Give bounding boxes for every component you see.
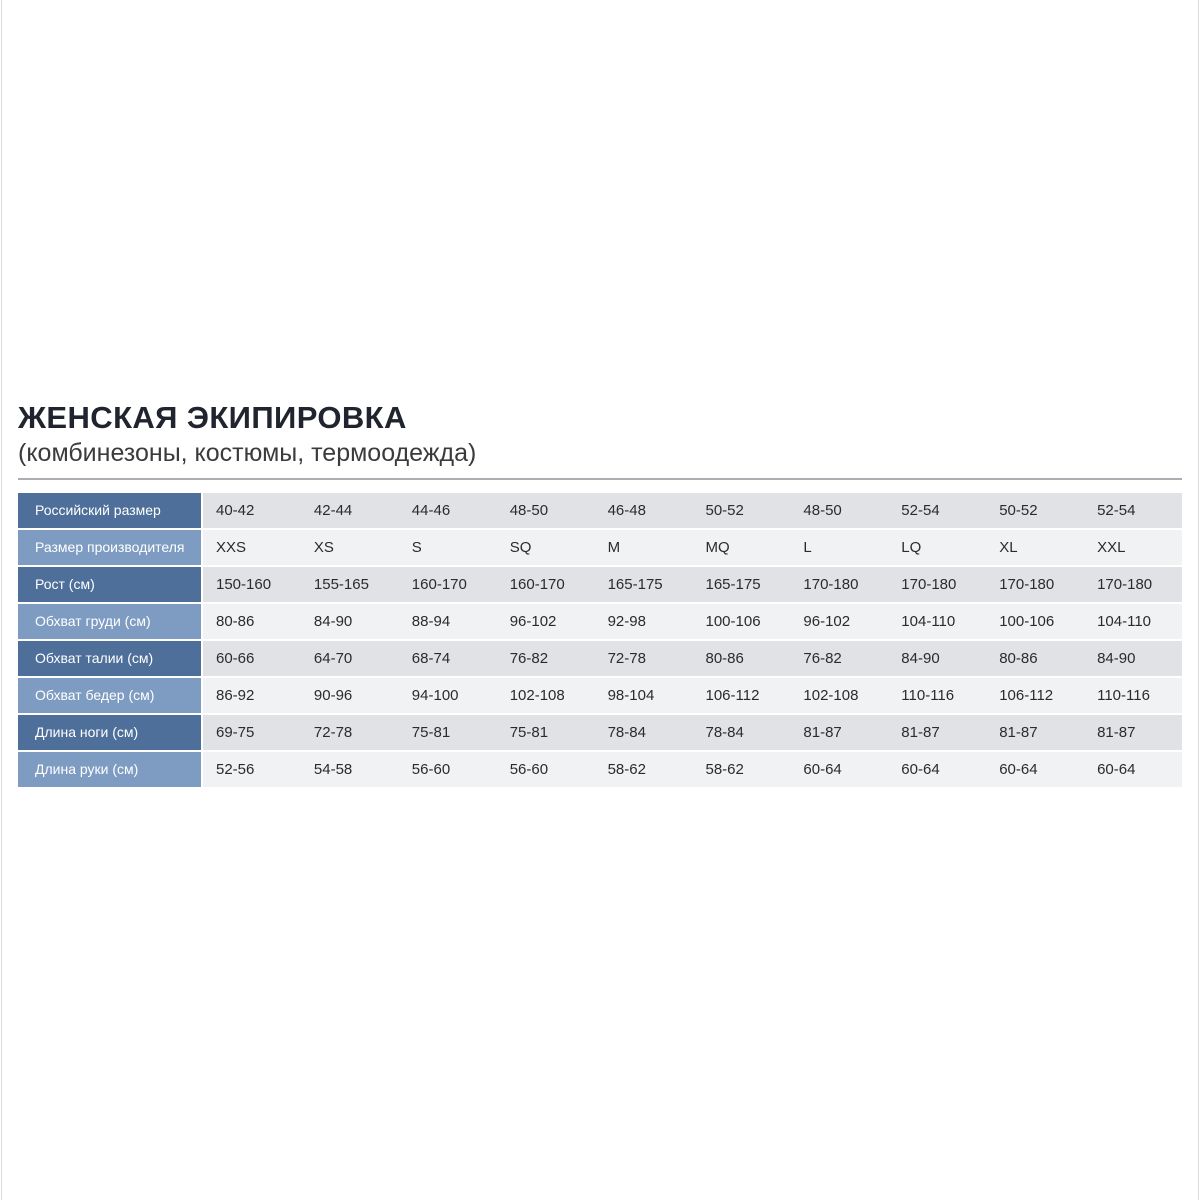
page-left-edge [1, 0, 2, 1200]
row-label: Российский размер [18, 493, 201, 528]
table-cell: 69-75 [216, 724, 255, 741]
row-values [203, 752, 1182, 787]
table-cell: 81-87 [999, 724, 1038, 741]
table-cell: 170-180 [999, 576, 1055, 593]
table-cell: 160-170 [411, 576, 467, 593]
table-cell: 104-110 [901, 613, 956, 630]
table-cell: 88-94 [411, 613, 451, 630]
table-cell: 52-54 [1097, 502, 1136, 519]
table-cell: 60-66 [216, 650, 255, 667]
table-cell: 102-108 [803, 687, 859, 704]
page-title: ЖЕНСКАЯ ЭКИПИРОВКА [18, 400, 407, 435]
table-cell: M [607, 539, 621, 556]
row-values [203, 715, 1182, 750]
table-cell: 86-92 [216, 687, 255, 704]
row-label: Длина ноги (см) [18, 715, 201, 750]
table-cell: 80-86 [999, 650, 1038, 667]
table-cell: 96-102 [509, 613, 557, 630]
table-cell: 90-96 [313, 687, 353, 704]
table-cell: 98-104 [607, 687, 655, 704]
table-cell: 170-180 [901, 576, 957, 593]
table-cell: 106-112 [705, 687, 760, 704]
row-label: Длина руки (см) [18, 752, 201, 787]
table-cell: 58-62 [705, 761, 744, 778]
table-row [18, 641, 1182, 676]
table-cell: 81-87 [901, 724, 940, 741]
table-cell: 81-87 [1097, 724, 1136, 741]
table-cell: 92-98 [607, 613, 646, 630]
table-cell: 81-87 [803, 724, 842, 741]
row-values [203, 493, 1182, 528]
table-row [18, 715, 1182, 750]
table-cell: 110-116 [1097, 687, 1150, 704]
table-cell: 50-52 [999, 502, 1038, 519]
table-cell: 110-116 [901, 687, 955, 704]
table-cell: XXL [1097, 539, 1126, 556]
table-cell: 94-100 [411, 687, 459, 704]
table-cell: XXS [216, 539, 247, 556]
divider [18, 478, 1182, 480]
row-label: Рост (см) [18, 567, 201, 602]
size-table [18, 493, 1182, 787]
page-subtitle: (комбинезоны, костюмы, термоодежда) [18, 439, 477, 467]
table-cell: 68-74 [411, 650, 451, 667]
table-cell: 100-106 [999, 613, 1055, 630]
table-cell: LQ [901, 539, 922, 556]
table-cell: 56-60 [509, 761, 549, 778]
table-cell: 160-170 [509, 576, 565, 593]
table-cell: 76-82 [509, 650, 549, 667]
table-cell: 54-58 [313, 761, 353, 778]
row-values [203, 530, 1182, 565]
table-cell: 80-86 [216, 613, 255, 630]
row-values [203, 678, 1182, 713]
table-row [18, 678, 1182, 713]
table-cell: 100-106 [705, 613, 761, 630]
table-row [18, 493, 1182, 528]
table-cell: MQ [705, 539, 730, 556]
table-cell: 84-90 [1097, 650, 1136, 667]
table-cell: 60-64 [1097, 761, 1136, 778]
table-cell: 106-112 [999, 687, 1054, 704]
table-cell: 56-60 [411, 761, 451, 778]
table-cell: 46-48 [607, 502, 646, 519]
page-right-edge [1198, 0, 1199, 1200]
table-cell: 84-90 [313, 613, 353, 630]
table-cell: 78-84 [705, 724, 744, 741]
row-values [203, 641, 1182, 676]
table-cell: 150-160 [216, 576, 272, 593]
table-cell: 52-54 [901, 502, 940, 519]
table-row [18, 604, 1182, 639]
table-cell: 48-50 [803, 502, 842, 519]
table-cell: 60-64 [901, 761, 940, 778]
table-cell: XL [999, 539, 1018, 556]
table-cell: 64-70 [313, 650, 353, 667]
table-row [18, 752, 1182, 787]
row-label: Обхват груди (см) [18, 604, 201, 639]
table-cell: 104-110 [1097, 613, 1152, 630]
row-values [203, 567, 1182, 602]
table-cell: S [411, 539, 422, 556]
table-cell: L [803, 539, 812, 556]
table-cell: XS [313, 539, 334, 556]
table-row [18, 530, 1182, 565]
table-cell: 42-44 [313, 502, 353, 519]
row-values [203, 604, 1182, 639]
table-cell: 60-64 [803, 761, 842, 778]
table-cell: 165-175 [607, 576, 663, 593]
table-cell: 80-86 [705, 650, 744, 667]
table-cell: 40-42 [216, 502, 255, 519]
size-chart-section [18, 400, 1182, 787]
table-cell: 72-78 [607, 650, 646, 667]
table-cell: 72-78 [313, 724, 353, 741]
table-cell: 52-56 [216, 761, 255, 778]
table-cell: 48-50 [509, 502, 549, 519]
row-label: Обхват бедер (см) [18, 678, 201, 713]
table-cell: 50-52 [705, 502, 744, 519]
table-cell: 155-165 [313, 576, 369, 593]
table-cell: 60-64 [999, 761, 1038, 778]
table-cell: 44-46 [411, 502, 451, 519]
table-cell: 96-102 [803, 613, 851, 630]
row-label: Размер производителя [18, 530, 201, 565]
table-cell: SQ [509, 539, 532, 556]
table-cell: 75-81 [411, 724, 451, 741]
table-cell: 76-82 [803, 650, 842, 667]
table-cell: 170-180 [1097, 576, 1153, 593]
table-cell: 58-62 [607, 761, 646, 778]
row-label: Обхват талии (см) [18, 641, 201, 676]
table-cell: 84-90 [901, 650, 940, 667]
table-cell: 165-175 [705, 576, 761, 593]
table-cell: 78-84 [607, 724, 646, 741]
table-row [18, 567, 1182, 602]
table-cell: 102-108 [509, 687, 565, 704]
table-cell: 75-81 [509, 724, 549, 741]
table-cell: 170-180 [803, 576, 859, 593]
